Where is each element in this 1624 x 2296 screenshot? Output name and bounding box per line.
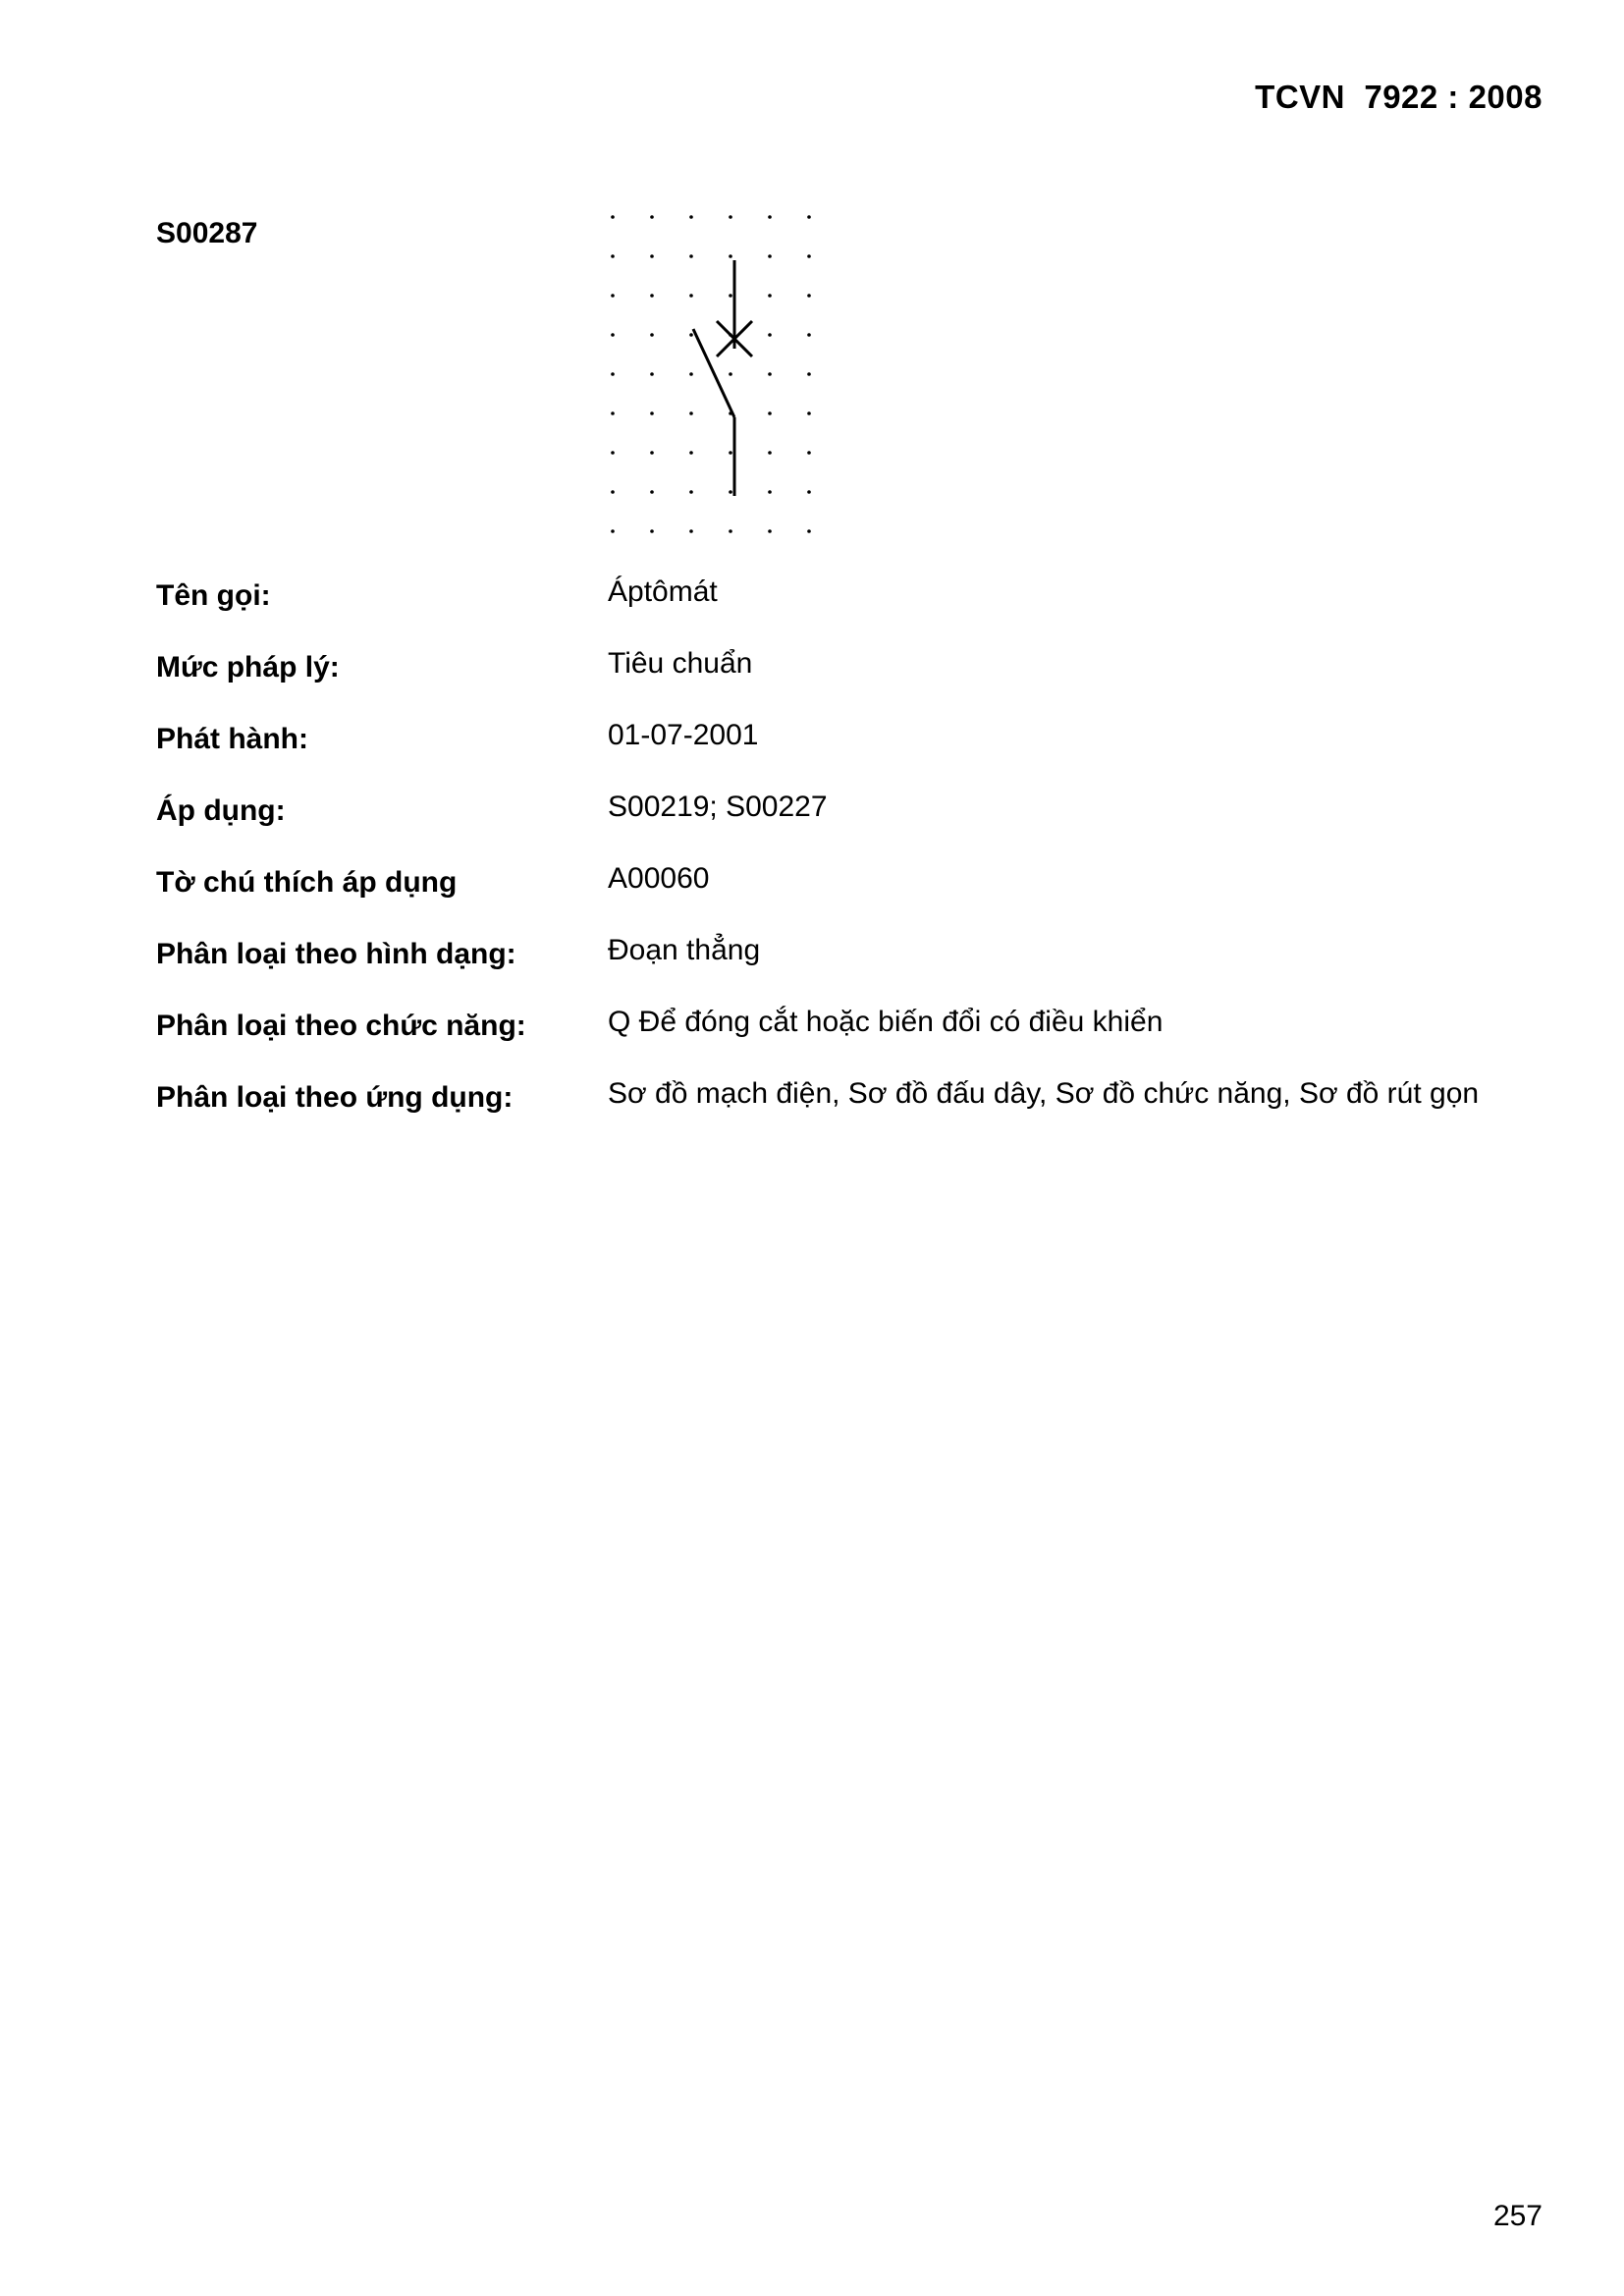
grid-dot bbox=[611, 451, 615, 455]
grid-dot bbox=[807, 333, 811, 337]
grid-dot bbox=[611, 411, 615, 415]
property-value: Đoạn thẳng bbox=[608, 934, 761, 966]
grid-dot bbox=[650, 490, 654, 494]
grid-dot bbox=[689, 451, 693, 455]
properties-list bbox=[156, 575, 1550, 1149]
grid-dot bbox=[768, 451, 772, 455]
grid-dot bbox=[807, 372, 811, 376]
grid-dot bbox=[650, 451, 654, 455]
grid-dot bbox=[729, 215, 732, 219]
grid-dot bbox=[611, 372, 615, 376]
grid-dot bbox=[689, 254, 693, 258]
grid-dot bbox=[768, 333, 772, 337]
property-label: Áp dụng: bbox=[156, 794, 286, 827]
grid-dot bbox=[650, 294, 654, 298]
grid-dot bbox=[768, 490, 772, 494]
grid-dot bbox=[729, 254, 732, 258]
grid-dot bbox=[729, 294, 732, 298]
grid-dot bbox=[768, 411, 772, 415]
property-row bbox=[156, 719, 1550, 791]
grid-dot bbox=[650, 215, 654, 219]
circuit-breaker-symbol-icon bbox=[599, 201, 835, 545]
grid-dot bbox=[768, 254, 772, 258]
grid-dot bbox=[689, 333, 693, 337]
grid-dot bbox=[768, 215, 772, 219]
property-label: Mức pháp lý: bbox=[156, 651, 340, 683]
grid-dot bbox=[689, 529, 693, 533]
grid-dot bbox=[807, 451, 811, 455]
property-row bbox=[156, 934, 1550, 1006]
grid-dot bbox=[611, 215, 615, 219]
property-row bbox=[156, 647, 1550, 719]
property-label: Tờ chú thích áp dụng bbox=[156, 866, 458, 899]
property-value: Áptômát bbox=[608, 575, 718, 608]
grid-dot bbox=[689, 490, 693, 494]
page-number: 257 bbox=[1492, 2200, 1543, 2232]
grid-dot bbox=[611, 529, 615, 533]
grid-dot bbox=[689, 372, 693, 376]
breaker-lines bbox=[693, 260, 752, 496]
property-value: Sơ đồ mạch điện, Sơ đồ đấu dây, Sơ đồ chức năng, Sơ đồ rút gọn bbox=[608, 1077, 1480, 1110]
grid-dot bbox=[729, 529, 732, 533]
grid-dot bbox=[689, 215, 693, 219]
property-label: Phát hành: bbox=[156, 723, 308, 755]
property-row bbox=[156, 575, 1550, 647]
grid-dot bbox=[768, 372, 772, 376]
property-value: A00060 bbox=[608, 862, 710, 895]
property-row bbox=[156, 791, 1550, 862]
grid-dot bbox=[807, 490, 811, 494]
grid-dot bbox=[729, 490, 732, 494]
property-value: 01-07-2001 bbox=[608, 719, 759, 751]
property-value: Tiêu chuẩn bbox=[608, 647, 753, 680]
grid-dot bbox=[768, 294, 772, 298]
grid-dot bbox=[650, 372, 654, 376]
grid-dot bbox=[650, 529, 654, 533]
grid-dot bbox=[611, 294, 615, 298]
symbol-id: S00287 bbox=[156, 217, 258, 249]
property-value: S00219; S00227 bbox=[608, 791, 828, 823]
grid-dot bbox=[807, 215, 811, 219]
grid-dot bbox=[807, 529, 811, 533]
grid-dot bbox=[689, 294, 693, 298]
property-label: Phân loại theo hình dạng: bbox=[156, 938, 516, 970]
property-value: Q Để đóng cắt hoặc biến đổi có điều khiển bbox=[608, 1006, 1164, 1038]
grid-dot bbox=[768, 529, 772, 533]
property-row bbox=[156, 1006, 1550, 1077]
grid-dot bbox=[729, 451, 732, 455]
grid-dot bbox=[650, 254, 654, 258]
property-row bbox=[156, 1077, 1550, 1149]
property-label: Phân loại theo ứng dụng: bbox=[156, 1081, 514, 1114]
property-label: Tên gọi: bbox=[156, 579, 271, 612]
property-label: Phân loại theo chức năng: bbox=[156, 1010, 526, 1042]
standard-code: TCVN 7922 : 2008 bbox=[1255, 79, 1543, 115]
grid-dot bbox=[807, 294, 811, 298]
grid-dot bbox=[807, 411, 811, 415]
grid-dot bbox=[611, 490, 615, 494]
grid-dot bbox=[611, 254, 615, 258]
grid-dot bbox=[611, 333, 615, 337]
grid-dot bbox=[689, 411, 693, 415]
dot-grid bbox=[611, 215, 811, 533]
grid-dot bbox=[807, 254, 811, 258]
property-row bbox=[156, 862, 1550, 934]
grid-dot bbox=[650, 411, 654, 415]
grid-dot bbox=[650, 333, 654, 337]
grid-dot bbox=[729, 372, 732, 376]
